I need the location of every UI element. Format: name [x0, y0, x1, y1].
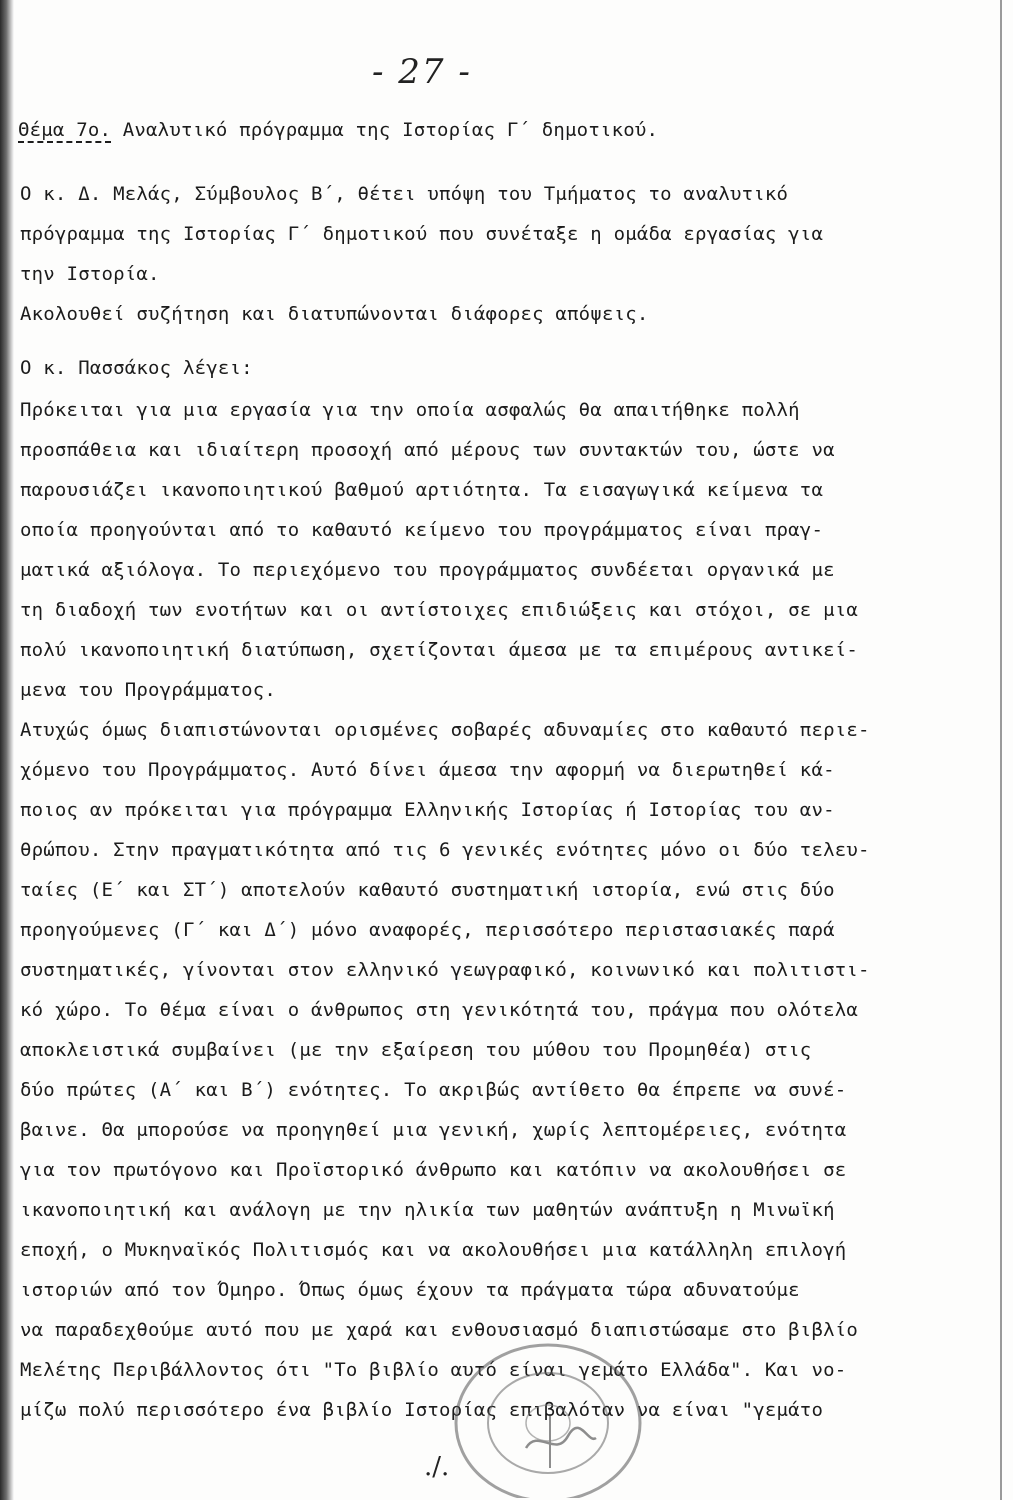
text-line: εποχή, ο Μυκηναϊκός Πολιτισμός και να ακολουθήσει μια κατάλληλη επιλογή: [20, 1239, 847, 1261]
text-line: προηγούμενες (Γ΄ και Δ΄) μόνο αναφορές, περισσότερο περιστασιακές παρά: [20, 919, 835, 941]
text-line: ιστοριών από τον Όμηρο. Όπως όμως έχουν τα πράγματα τώρα αδυνατούμε: [20, 1279, 800, 1301]
text-line: για τον πρωτόγονο και Προϊστορικό άνθρωπο και κατόπιν να ακολουθήσει σε: [20, 1159, 847, 1181]
text-line: μίζω πολύ περισσότερο ένα βιβλίο Ιστορίας επιβαλόταν να είναι "γεμάτο: [20, 1399, 824, 1421]
text-line: κό χώρο. Το θέμα είναι ο άνθρωπος στη γενικότητά του, πράγμα που ολότελα: [20, 999, 859, 1021]
continuation-mark: ./.: [424, 1452, 450, 1482]
text-line: Ατυχώς όμως διαπιστώνονται ορισμένες σοβαρές αδυναμίες στο καθαυτό περιε-: [20, 719, 870, 741]
page-fold-line: [1000, 0, 1002, 1500]
text-line: πολύ ικανοποιητική διατύπωση, σχετίζονται άμεσα με τα επιμέρους αντικεί-: [20, 639, 859, 661]
heading-label: Θέμα 7ο.: [18, 119, 112, 141]
text-line: πρόγραμμα της Ιστορίας Γ΄ δημοτικού που συνέταξε η ομάδα εργασίας για: [20, 223, 824, 245]
text-line: Ακολουθεί συζήτηση και διατυπώνονται διάφορες απόψεις.: [20, 303, 649, 325]
text-line: ταίες (Ε΄ και ΣΤ΄) αποτελούν καθαυτό συστηματική ιστορία, ενώ στις δύο: [20, 879, 835, 901]
text-line: Πρόκειται για μια εργασία για την οποία ασφαλώς θα απαιτήθηκε πολλή: [20, 399, 800, 421]
scan-binding-shadow: [0, 0, 14, 1500]
seal-stamp-icon: [438, 1318, 648, 1498]
text-line: την Ιστορία.: [20, 263, 160, 285]
text-line: δύο πρώτες (Α΄ και Β΄) ενότητες. Το ακριβώς αντίθετο θα έπρεπε να συνέ-: [20, 1079, 847, 1101]
text-line: ικανοποιητική και ανάλογη με την ηλικία των μαθητών ανάπτυξη η Μινωϊκή: [20, 1199, 835, 1221]
heading-text: Αναλυτικό πρόγραμμα της Ιστορίας Γ΄ δημοτικού.: [111, 119, 659, 141]
text-line: ματικά αξιόλογα. Το περιεχόμενο του προγράμματος συνδέεται οργανικά με: [20, 559, 835, 581]
text-line: αποκλειστικά συμβαίνει (με την εξαίρεση του μύθου του Προμηθέα) στις: [20, 1039, 812, 1061]
text-line: Ο κ. Πασσάκος λέγει:: [20, 357, 253, 379]
text-line: Μελέτης Περιβάλλοντος ότι "Το βιβλίο αυτό είναι γεμάτο Ελλάδα". Και νο-: [20, 1359, 847, 1381]
page-number: - 27 -: [372, 52, 472, 92]
text-line: χόμενο του Προγράμματος. Αυτό δίνει άμεσα την αφορμή να διερωτηθεί κά-: [20, 759, 835, 781]
heading: [18, 118, 658, 142]
text-line: να παραδεχθούμε αυτό που με χαρά και ενθουσιασμό διαπιστώσαμε στο βιβλίο: [20, 1319, 859, 1341]
text-line: συστηματικές, γίνονται στον ελληνικό γεωγραφικό, κοινωνικό και πολιτιστι-: [20, 959, 870, 981]
text-line: ποιος αν πρόκειται για πρόγραμμα Ελληνικής Ιστορίας ή Ιστορίας του αν-: [20, 799, 835, 821]
text-line: οποία προηγούνται από το καθαυτό κείμενο του προγράμματος είναι πραγ-: [20, 519, 824, 541]
text-line: παρουσιάζει ικανοποιητικού βαθμού αρτιότητα. Τα εισαγωγικά κείμενα τα: [20, 479, 824, 501]
text-line: βαινε. Θα μπορούσε να προηγηθεί μια γενική, χωρίς λεπτομέρειες, ενότητα: [20, 1119, 847, 1141]
text-line: μενα του Προγράμματος.: [20, 679, 277, 701]
text-line: τη διαδοχή των ενοτήτων και οι αντίστοιχες επιδιώξεις και στόχοι, σε μια: [20, 599, 859, 621]
text-line: θρώπου. Στην πραγματικότητα από τις 6 γενικές ενότητες μόνο οι δύο τελευ-: [20, 839, 870, 861]
text-line: προσπάθεια και ιδιαίτερη προσοχή από μέρους των συντακτών του, ώστε να: [20, 439, 835, 461]
text-line: Ο κ. Δ. Μελάς, Σύμβουλος Β΄, θέτει υπόψη του Τμήματος το αναλυτικό: [20, 183, 789, 205]
